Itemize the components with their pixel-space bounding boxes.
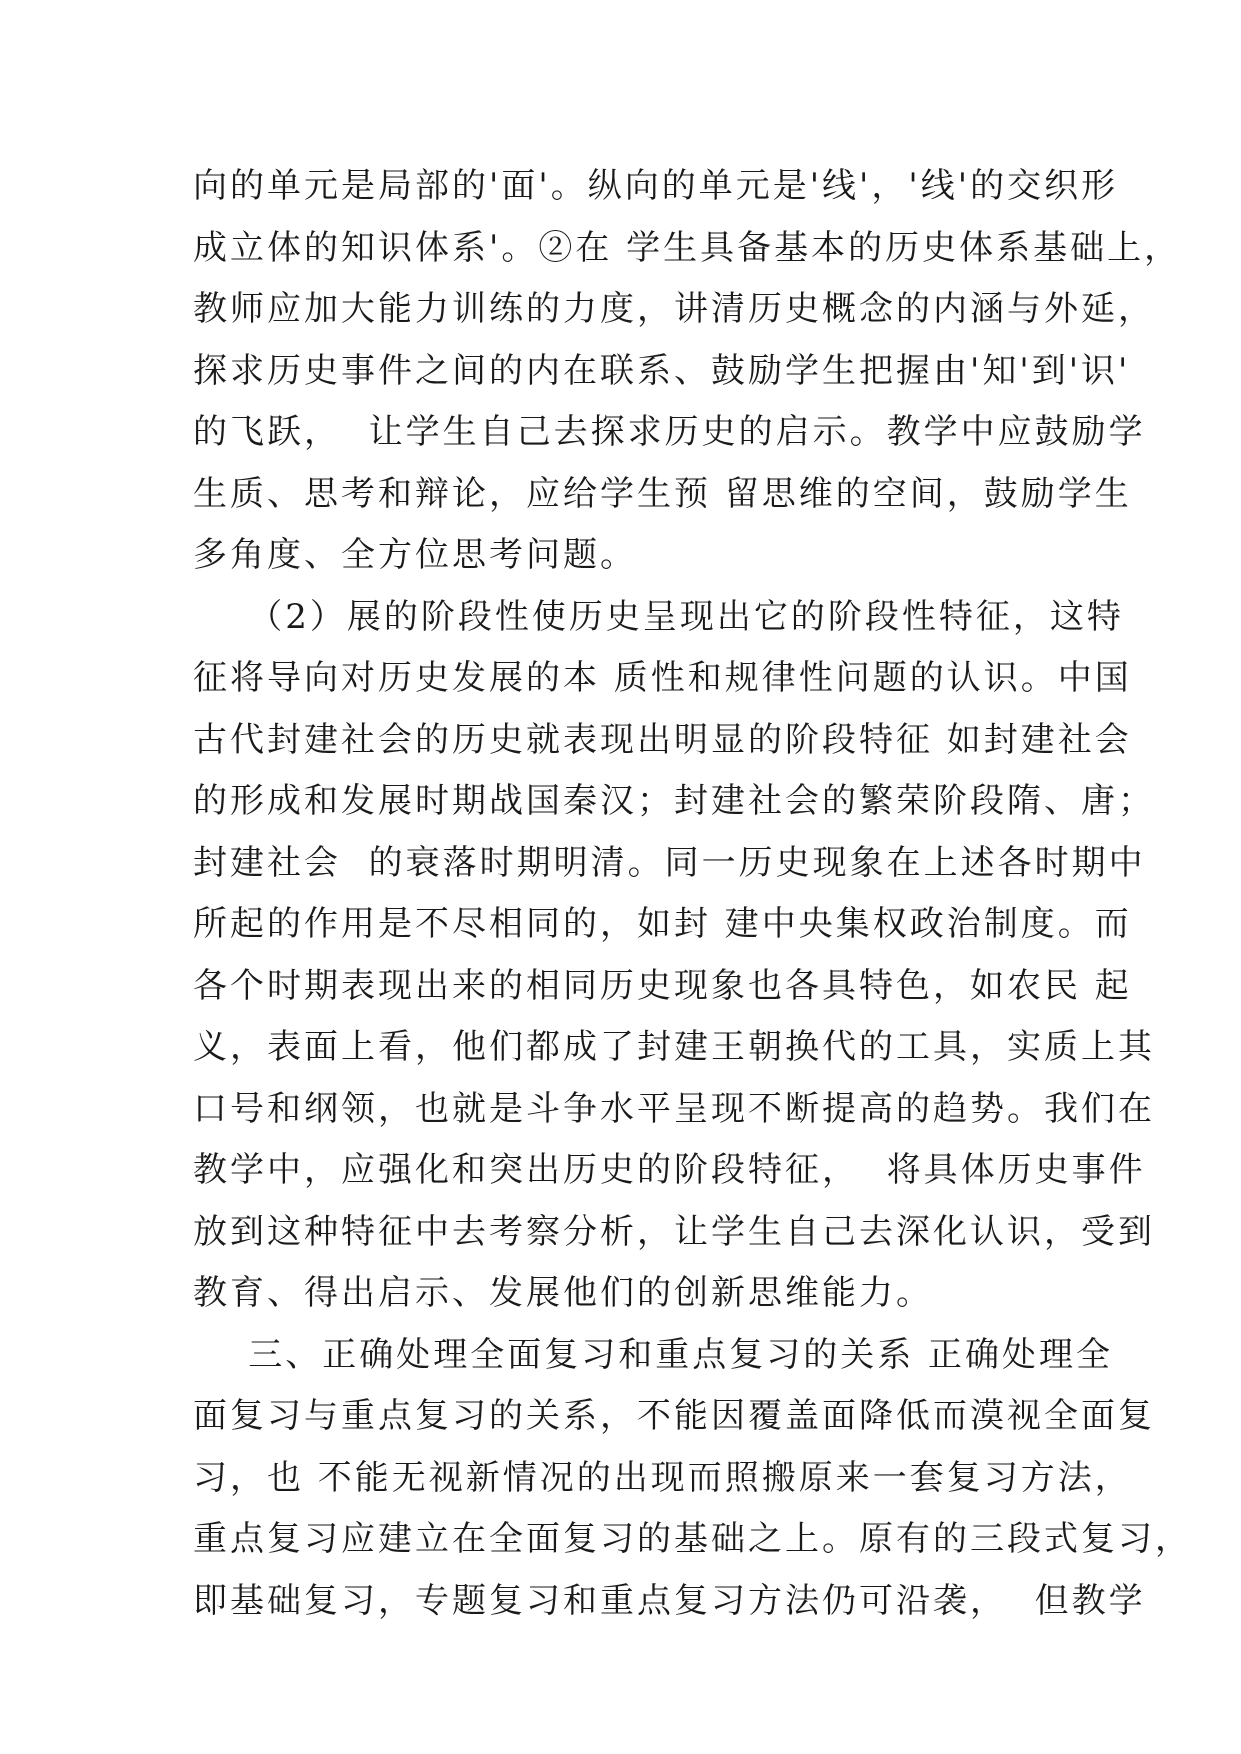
text-line: 古代封建社会的历史就表现出明显的阶段特征 如封建社会	[193, 719, 1132, 760]
text-line: 生质、思考和辩论，应给学生预 留思维的空间，鼓励学生	[193, 473, 1132, 514]
text-line: 义，表面上看，他们都成了封建王朝换代的工具，实质上其	[193, 1027, 1155, 1067]
text-line: 重点复习应建立在全面复习的基础之上。原有的三段式复习，	[193, 1519, 1192, 1559]
text-line: 面复习与重点复习的关系，不能因覆盖面降低而漠视全面复	[193, 1396, 1155, 1436]
text-line: 教师应加大能力训练的力度，讲清历史概念的内涵与外延，	[193, 289, 1155, 329]
text-line: 的形成和发展时期战国秦汉；封建社会的繁荣阶段隋、唐；	[193, 781, 1155, 821]
text-line: 所起的作用是不尽相同的，如封 建中央集权政治制度。而	[193, 904, 1132, 944]
text-line: 即基础复习，专题复习和重点复习方法仍可沿袭， 但教学	[193, 1580, 1146, 1621]
text-line: 口号和纲领，也就是斗争水平呈现不断提高的趋势。我们在	[193, 1088, 1155, 1129]
text-line: 教育、得出启示、发展他们的创新思维能力。	[193, 1273, 933, 1313]
text-line: 征将导向对历史发展的本 质性和规律性问题的认识。中国	[193, 658, 1132, 698]
text-line: 多角度、全方位思考问题。	[193, 535, 637, 575]
text-line: 各个时期表现出来的相同历史现象也各具特色，如农民 起	[193, 965, 1132, 1006]
body-text	[193, 156, 1192, 1632]
text-line: 成立体的知识体系'。②在 学生具备基本的历史体系基础上，	[193, 227, 1182, 268]
text-line: 放到这种特征中去考察分析，让学生自己去深化认识，受到	[193, 1211, 1155, 1252]
text-line: 习，也 不能无视新情况的出现而照搬原来一套复习方法，	[193, 1457, 1132, 1498]
text-line: 探求历史事件之间的内在联系、鼓励学生把握由'知'到'识'	[193, 350, 1131, 391]
text-line: 三、正确处理全面复习和重点复习的关系 正确处理全	[193, 1334, 1114, 1375]
text-line: 的飞跃， 让学生自己去探求历史的启示。教学中应鼓励学	[193, 412, 1146, 452]
text-line: 教学中，应强化和突出历史的阶段特征， 将具体历史事件	[193, 1150, 1146, 1190]
text-line: （2）展的阶段性使历史呈现出它的阶段性特征，这特	[193, 596, 1124, 637]
text-line: 向的单元是局部的'面'。纵向的单元是'线'，'线'的交织形	[193, 166, 1119, 206]
text-line: 封建社会 的衰落时期明清。同一历史现象在上述各时期中	[193, 842, 1146, 883]
